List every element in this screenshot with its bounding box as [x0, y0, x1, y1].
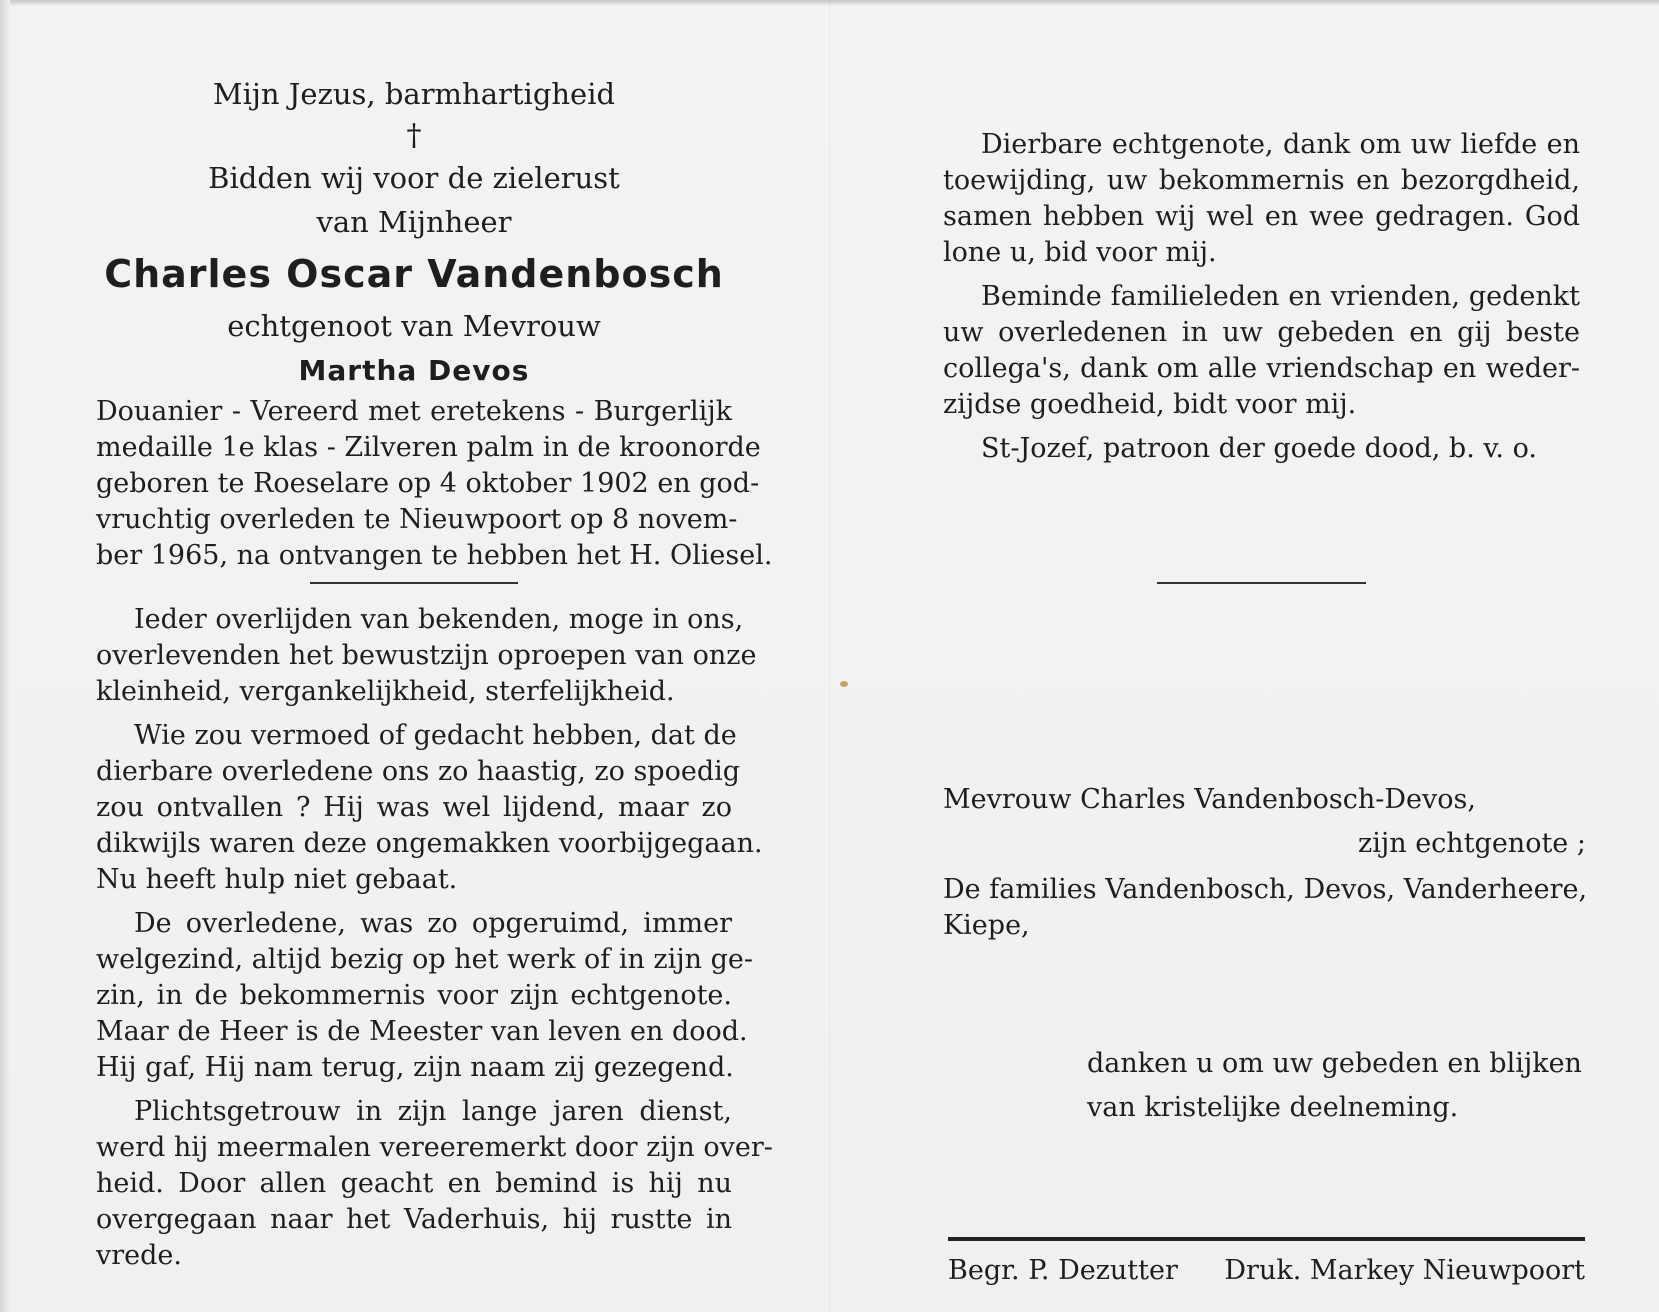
- text-line: samen hebben wij wel en wee gedragen. God: [943, 201, 1580, 232]
- text-line: De overledene, was zo opgeruimd, immer: [134, 908, 732, 939]
- families-line: Kiepe,: [943, 910, 1030, 941]
- text-line: uw overledenen in uw gebeden en gij beste: [943, 317, 1580, 348]
- right-panel: [943, 127, 1580, 475]
- text-line: heid. Door allen geacht en bemind is hij nu: [96, 1168, 732, 1199]
- text-line: collega's, dank om alle vriendschap en weder-: [943, 353, 1580, 384]
- reflection-paragraph: [96, 1094, 773, 1274]
- invocation: Mijn Jezus, barmhartigheid: [212, 77, 616, 111]
- prayer-line: Bidden wij voor de zielerust: [208, 161, 620, 195]
- text-line: welgezind, altijd bezig op het werk of in zijn ge-: [96, 944, 754, 975]
- farewell-paragraph: [943, 127, 1580, 271]
- text-line: vrede.: [96, 1240, 182, 1271]
- spouse-name: Martha Devos: [298, 354, 530, 387]
- text-line: zin, in de bekommernis voor zijn echtgenote.: [96, 980, 732, 1011]
- widow-relation: zijn echtgenote ;: [1358, 828, 1586, 859]
- text-line: overgegaan naar het Vaderhuis, hij rustte in: [96, 1204, 732, 1235]
- text-line: kleinheid, vergankelijkheid, sterfelijkheid.: [96, 676, 675, 707]
- card-fold: [829, 0, 830, 1312]
- cross-icon: †: [406, 118, 422, 153]
- funeral-director: Begr. P. Dezutter: [948, 1255, 1178, 1286]
- text-line: Maar de Heer is de Meester van leven en dood.: [96, 1016, 748, 1047]
- thanks-line: van kristelijke deelneming.: [1087, 1092, 1459, 1123]
- farewell-paragraph: [943, 279, 1580, 423]
- text-line: St-Jozef, patroon der goede dood, b. v. o.: [981, 433, 1537, 464]
- text-line: lone u, bid voor mij.: [943, 237, 1217, 268]
- footer-rule: [948, 1237, 1585, 1241]
- title-prefix: van Mijnheer: [316, 205, 512, 239]
- text-line: toewijding, uw bekommernis en bezorgdheid,: [943, 165, 1580, 196]
- text-line: zou ontvallen ? Hij was wel lijdend, maar zo: [96, 792, 732, 823]
- reflection-paragraph: [96, 906, 754, 1086]
- divider: [1157, 582, 1366, 584]
- divider: [310, 582, 518, 584]
- bio-line: Douanier - Vereerd met eretekens - Burgerlijk: [96, 396, 732, 427]
- reflection-paragraph: [96, 718, 763, 898]
- left-panel: [96, 72, 773, 1282]
- printer: Druk. Markey Nieuwpoort: [1224, 1255, 1585, 1286]
- text-line: dikwijls waren deze ongemakken voorbijgegaan.: [96, 828, 763, 859]
- text-line: zijdse goedheid, bidt voor mij.: [943, 389, 1357, 420]
- spouse-intro: echtgenoot van Mevrouw: [227, 309, 601, 343]
- text-line: Dierbare echtgenote, dank om uw liefde en: [981, 129, 1580, 160]
- bio-line: vruchtig overleden te Nieuwpoort op 8 novem-: [96, 504, 738, 535]
- bio-line: ber 1965, na ontvangen te hebben het H. Oliesel.: [96, 540, 773, 571]
- footer: [948, 1253, 1585, 1289]
- biography: [96, 394, 773, 574]
- text-line: Wie zou vermoed of gedacht hebben, dat de: [134, 720, 737, 751]
- farewell-paragraph: [943, 431, 1580, 467]
- text-line: dierbare overledene ons zo haastig, zo spoedig: [96, 756, 741, 787]
- text-line: Nu heeft hulp niet gebaat.: [96, 864, 458, 895]
- reflection-paragraph: [96, 602, 757, 710]
- bio-line: medaille 1e klas - Zilveren palm in de kroonorde: [96, 432, 761, 463]
- paper-speck: [840, 681, 848, 687]
- text-line: werd hij meermalen vereeremerkt door zijn over-: [96, 1132, 773, 1163]
- text-line: Beminde familieleden en vrienden, gedenkt: [981, 281, 1580, 312]
- text-line: Hij gaf, Hij nam terug, zijn naam zij gezegend.: [96, 1052, 734, 1083]
- card-left-edge: [0, 0, 10, 1312]
- text-line: overlevenden het bewustzijn oproepen van onze: [96, 640, 757, 671]
- text-line: Ieder overlijden van bekenden, moge in ons,: [134, 604, 744, 635]
- bio-line: geboren te Roeselare op 4 oktober 1902 en god-: [96, 468, 760, 499]
- deceased-name: Charles Oscar Vandenbosch: [104, 252, 724, 296]
- widow-line: Mevrouw Charles Vandenbosch-Devos,: [943, 784, 1476, 815]
- text-line: Plichtsgetrouw in zijn lange jaren dienst,: [134, 1096, 732, 1127]
- families-line: De families Vandenbosch, Devos, Vanderheere,: [943, 874, 1588, 905]
- thanks-line: danken u om uw gebeden en blijken: [1087, 1048, 1582, 1079]
